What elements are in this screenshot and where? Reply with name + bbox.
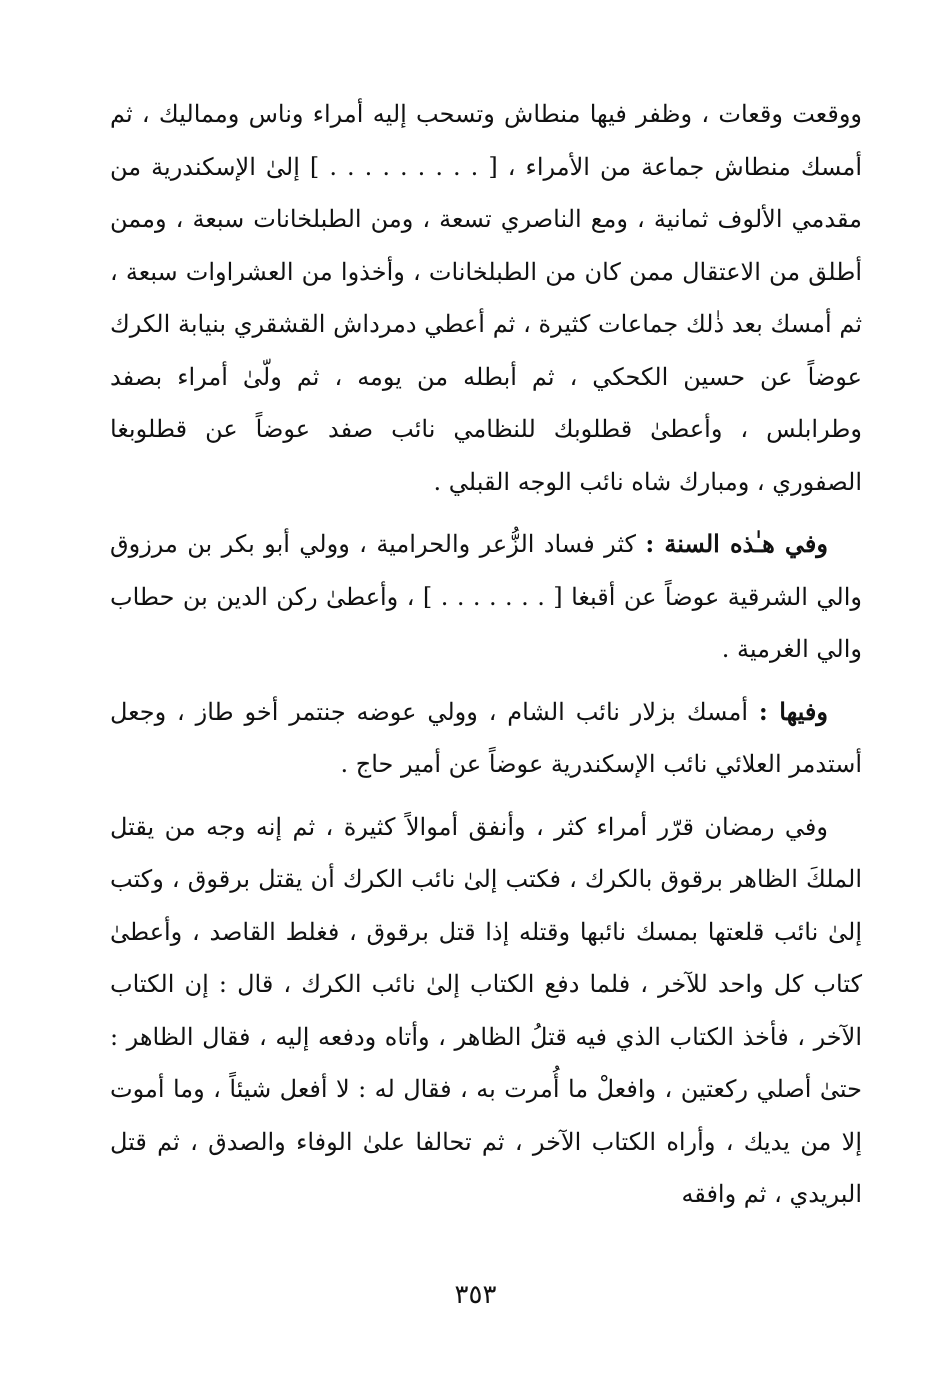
paragraph-1: [110, 88, 862, 508]
paragraph-1-text: ووقعت وقعات ، وظفر فيها منطاش وتسحب إليه أمراء وناس ومماليك ، ثم أمسك منطاش جماعة من الأمراء ، [ . . . . . . . . . ] إلىٰ الإسكندرية من مقدمي الألوف ثمانية ، ومع الناصري تسعة ، ومن الطبلخانات سبعة ، وممن أطلق من الاعتقال ممن كان من الطبلخانات ، وأخذوا من العشراوات سبعة ، ثم أمسك بعد ذٰلك جماعات كثيرة ، ثم أعطي دمرداش القشقري بنيابة الكرك عوضاً عن حسين الكحكي ، ثم أبطله من يومه ، ثم ولّىٰ أمراء بصفد وطرابلس ، وأعطىٰ قطلوبك للنظامي نائب صفد عوضاً عن قطلوبغا الصفوري ، ومبارك شاه نائب الوجه القبلي .: [110, 100, 862, 496]
paragraph-4-text: وفي رمضان قرّر أمراء كثر ، وأنفق أموالاً كثيرة ، ثم إنه وجه من يقتل الملكَ الظاهر برقوق بالكرك ، فكتب إلىٰ نائب الكرك أن يقتل برقوق ، وكتب إلىٰ نائب قلعتها بمسك نائبها وقتله إذا قتل برقوق ، فغلط القاصد ، وأعطىٰ كتاب كل واحد للآخر ، فلما دفع الكتاب إلىٰ نائب الكرك ، قال : إن الكتاب الآخر ، فأخذ الكتاب الذي فيه قتلُ الظاهر ، وأتاه ودفعه إليه ، فقال الظاهر : حتىٰ أصلي ركعتين ، وافعلْ ما أُمرت به ، فقال له : لا أفعل شيئاً ، وما أموت إلا من يديك ، وأراه الكتاب الآخر ، ثم تحالفا علىٰ الوفاء والصدق ، ثم قتل البريدي ، ثم وافقه: [110, 812, 862, 1208]
paragraph-2-text: كثر فساد الزُّعر والحرامية ، وولي أبو بكر بن مرزوق والي الشرقية عوضاً عن أقبغا [ . . . . . . . ] ، وأعطىٰ ركن الدين بن حطاب والي الغرمية .: [110, 530, 862, 663]
paragraph-3-text: أمسك بزلار نائب الشام ، وولي عوضه جنتمر أخو طاز ، وجعل أستدمر العلائي نائب الإسكندرية عوضاً عن أمير حاج .: [110, 697, 862, 778]
paragraph-2-lead: وفي هـٰذه السنة :: [645, 529, 828, 558]
paragraph-3-lead: وفيها :: [758, 696, 828, 726]
page-number: ٣٥٣: [454, 1280, 497, 1310]
paragraph-2: [110, 518, 862, 676]
page-body: [110, 88, 862, 1221]
paragraph-4: [110, 801, 862, 1221]
paragraph-3: [110, 686, 862, 791]
